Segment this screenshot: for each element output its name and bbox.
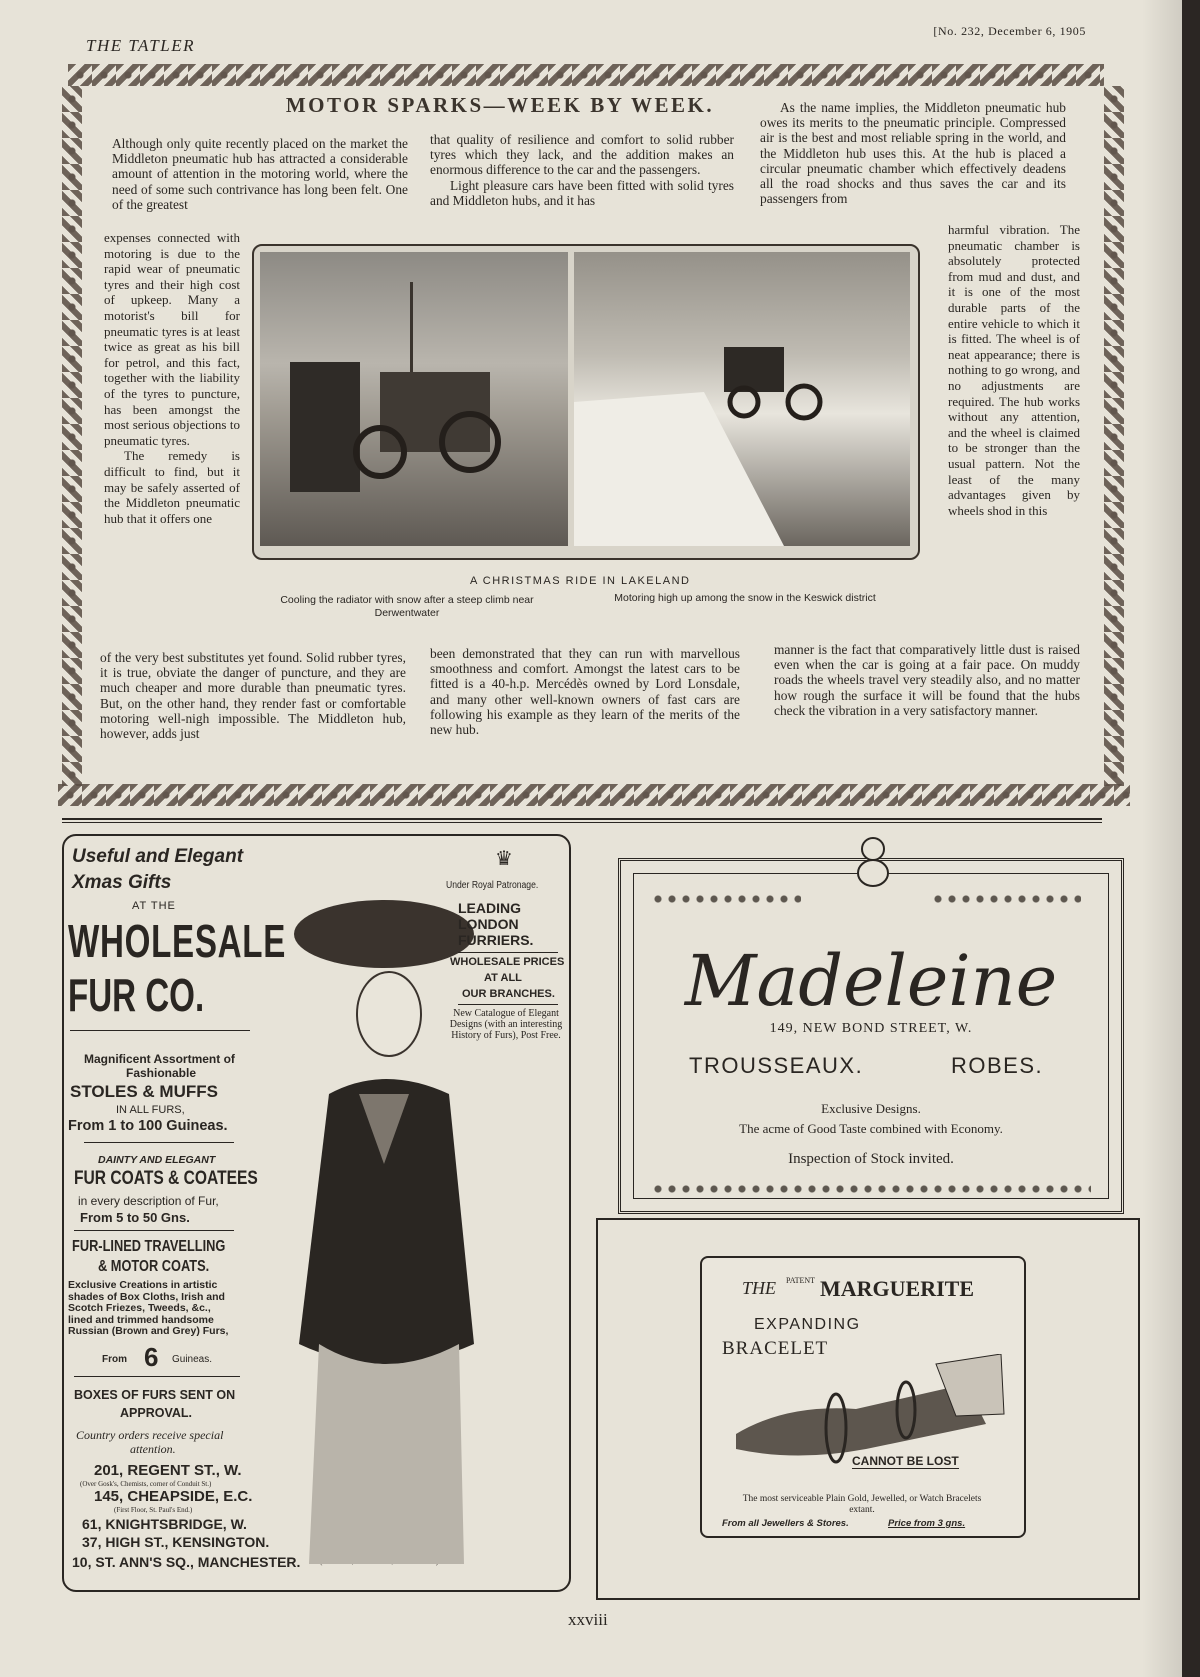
fur-ad-catalogue: New Catalogue of Elegant Designs (with an interesting History of Furs), Post Free. bbox=[449, 1008, 563, 1041]
page-number: xxviii bbox=[568, 1610, 608, 1629]
fur-ad-country-orders: Country orders receive special bbox=[76, 1428, 224, 1442]
fur-ad-address-note: (First Floor, St. Paul's End.) bbox=[114, 1506, 193, 1514]
section-rule bbox=[62, 822, 1102, 823]
article-col3-top bbox=[760, 100, 1066, 206]
marguerite-the: THE bbox=[742, 1278, 777, 1298]
article-paragraph: of the very best substitutes yet found. Solid rubber tyres, it is true, obviate the danger of puncture, and they are much cheaper and more durable than pneumatic tyres. But, on the other hand, they render fast or comfortable motoring well-nigh impossible. The Middleton hub, however, adds just bbox=[100, 650, 406, 742]
fur-ad-coats-price: From 5 to 50 Gns. bbox=[80, 1210, 190, 1225]
photo-caption-right: Motoring high up among the snow in the Keswick district bbox=[614, 592, 876, 604]
fur-ad-fashionable: Fashionable bbox=[126, 1066, 197, 1080]
article-paragraph: been demonstrated that they can run with marvellous smoothness and comfort. Amongst the latest cars to be fitted is a 40-h.p. Mercédès owned by Lord Lonsdale, and many other well-known owners of fast cars are following his example as they learn of the merits of the new hub. bbox=[430, 646, 740, 738]
fur-ad-name-line2: FUR CO. bbox=[68, 969, 205, 1021]
fur-ad-at-all: AT ALL bbox=[484, 972, 522, 984]
fur-ad-from-number: 6 bbox=[144, 1342, 159, 1372]
divider bbox=[458, 952, 558, 953]
article-paragraph: Light pleasure cars have been fitted with solid tyres and Middleton hubs, and it has bbox=[430, 177, 734, 208]
fur-ad-in-all-furs: IN ALL FURS, bbox=[116, 1104, 185, 1116]
wholesale-fur-ad bbox=[62, 834, 571, 1592]
divider bbox=[458, 1004, 558, 1005]
motor-article bbox=[90, 92, 1126, 790]
marguerite-expanding: EXPANDING bbox=[754, 1316, 861, 1333]
article-bottom-col1 bbox=[100, 650, 406, 741]
fur-ad-assortment: Magnificent Assortment of bbox=[84, 1052, 235, 1066]
hand-with-bracelet bbox=[726, 1354, 1006, 1464]
article-bottom-col2 bbox=[430, 646, 740, 737]
article-paragraph: The remedy is difficult to find, but it may be safely asserted of the Middleton pneumatic hub that it offers one bbox=[104, 448, 240, 526]
fur-ad-every-description: in every description of Fur, bbox=[78, 1194, 219, 1208]
marguerite-price: Price from 3 gns. bbox=[888, 1518, 966, 1529]
article-paragraph: that quality of resilience and comfort to solid rubber tyres which they lack, and the addition makes an enormous difference to the car and the passengers. bbox=[430, 132, 734, 178]
page-shadow bbox=[1142, 0, 1182, 1677]
fur-ad-stoles: STOLES & MUFFS bbox=[70, 1082, 218, 1101]
madeleine-exclusive: Exclusive Designs. bbox=[821, 1101, 921, 1116]
fur-ad-exclusive: Exclusive Creations in artistic shades of Box Cloths, Irish and Scotch Friezes, Tweeds, &c., lined and trimmed handsome Russian (Brown and Grey) Furs, bbox=[68, 1279, 229, 1337]
photo-frame bbox=[252, 244, 920, 560]
fur-ad-attention: attention. bbox=[130, 1442, 176, 1456]
fur-ad-address-regent: 201, REGENT ST., W. bbox=[94, 1462, 242, 1479]
photo-caption-title: A CHRISTMAS RIDE IN LAKELAND bbox=[470, 575, 691, 587]
madeleine-trousseaux: TROUSSEAUX. bbox=[689, 1053, 864, 1078]
article-paragraph: harmful vibration. The pneumatic chamber is absolutely protected from mud and dust, and it is one of the most durable parts of the entire vehicle to which it is fitted. The wheel is of neat appearance; there is nothing to go wrong, and no adjustments are required. The hub works without any attention, and the wheel is claimed to be stronger than the usual pattern. Not the least of the many advantages given by wheels shod in this bbox=[948, 222, 1080, 518]
rose-garland bbox=[651, 891, 801, 907]
car-silhouette-2 bbox=[574, 252, 910, 546]
divider bbox=[74, 1230, 234, 1231]
fur-ad-fur-coats: FUR COATS & COATEES bbox=[74, 1168, 258, 1189]
fur-ad-royal: Under Royal Patronage. bbox=[446, 880, 539, 891]
article-paragraph: expenses connected with motoring is due to the rapid wear of pneumatic tyres and their high cost of upkeep. Many a motorist's bill for pneumatic tyres is at least twice as great as his bill for petrol, and this fact, together with the liability of the tyres to puncture, has been amongst the most serious objections to pneumatic tyres. bbox=[104, 230, 240, 448]
fur-ad-furriers: FURRIERS. bbox=[458, 932, 534, 948]
rose-garland bbox=[651, 1181, 1091, 1197]
photo-caption-left: Cooling the radiator with snow after a steep climb near Derwentwater bbox=[280, 594, 534, 619]
marguerite-name: MARGUERITE bbox=[820, 1276, 975, 1301]
fur-ad-travelling: FUR-LINED TRAVELLING bbox=[72, 1238, 226, 1255]
article-headline: MOTOR SPARKS—WEEK BY WEEK. bbox=[285, 93, 715, 117]
marguerite-cannot-be-lost: CANNOT BE LOST bbox=[852, 1454, 959, 1468]
marguerite-serviceable: The most serviceable Plain Gold, Jewelled, or Watch Bracelets extant. bbox=[742, 1494, 982, 1515]
fur-ad-boxes: BOXES OF FURS SENT ON bbox=[74, 1388, 236, 1402]
fur-ad-approval: APPROVAL. bbox=[120, 1406, 192, 1420]
madeleine-inspection: Inspection of Stock invited. bbox=[788, 1151, 954, 1167]
holly-border-top bbox=[68, 64, 1104, 86]
fur-ad-address-cheapside: 145, CHEAPSIDE, E.C. bbox=[94, 1488, 253, 1505]
marguerite-bracelet: BRACELET bbox=[722, 1338, 829, 1359]
fur-ad-address-note: (Over Gosk's, Chemists, corner of Conduit St.) bbox=[80, 1480, 212, 1488]
fur-ad-tagline: Xmas Gifts bbox=[72, 872, 172, 893]
article-col2-top bbox=[430, 132, 734, 208]
article-col1-top bbox=[112, 136, 408, 212]
running-head-title: THE TATLER bbox=[86, 36, 195, 55]
article-paragraph: manner is the fact that comparatively little dust is raised even when the car is going at a fair pace. On muddy roads the wheels travel very steadily also, and no matter how rough the surface it will be found that the hubs check the vibration in a very satisfactory manner. bbox=[774, 642, 1080, 718]
article-paragraph: As the name implies, the Middleton pneumatic hub owes its merits to the pneumatic principle. Compressed air is the best and most reliable spring in the world, and the Middleton hub uses this. At the hub is placed a circular pneumatic chamber which effectively deadens all the road shocks and thus saves the car and its passengers from bbox=[760, 100, 1066, 207]
fur-ad-london: LONDON bbox=[458, 916, 519, 932]
madeleine-robes: ROBES. bbox=[951, 1053, 1044, 1078]
holly-border-left bbox=[62, 86, 82, 786]
fur-ad-branches: OUR BRANCHES. bbox=[462, 988, 555, 1000]
photo-keswick-snow bbox=[574, 252, 910, 546]
fur-ad-address-knightsbridge: 61, KNIGHTSBRIDGE, W. bbox=[82, 1516, 247, 1532]
fur-ad-from-label: From bbox=[102, 1354, 127, 1365]
madeleine-address: 149, NEW BOND STREET, W. bbox=[769, 1021, 973, 1036]
fur-ad-motor-coats: & MOTOR COATS. bbox=[98, 1258, 210, 1275]
marguerite-from-all: From all Jewellers & Stores. bbox=[722, 1518, 849, 1529]
article-bottom-col3 bbox=[774, 642, 1080, 718]
fur-ad-from-guineas: Guineas. bbox=[172, 1354, 213, 1365]
fur-ad-address-kensington: 37, HIGH ST., KENSINGTON. bbox=[82, 1534, 270, 1550]
article-col3-side bbox=[948, 222, 1080, 518]
divider bbox=[74, 1376, 240, 1377]
article-paragraph: Although only quite recently placed on the market the Middleton pneumatic hub has attracted a considerable amount of attention in the motoring world, where the need of some such contrivance has long been felt. One of the greatest bbox=[112, 136, 408, 212]
fur-ad-at-the: AT THE bbox=[132, 900, 176, 912]
fur-ad-dainty: DAINTY AND ELEGANT bbox=[98, 1154, 216, 1166]
madeleine-acme: The acme of Good Taste combined with Economy. bbox=[739, 1121, 1003, 1136]
fashion-illustration bbox=[289, 864, 479, 1564]
fur-ad-address-manchester: 10, ST. ANN'S SQ., MANCHESTER. bbox=[72, 1554, 301, 1570]
photo-cooling-radiator bbox=[260, 252, 568, 546]
car-silhouette-1 bbox=[260, 252, 568, 546]
royal-crown-icon: ♛ bbox=[495, 848, 513, 870]
section-rule bbox=[62, 818, 1102, 820]
marguerite-ad bbox=[700, 1256, 1026, 1538]
fur-ad-price-range: From 1 to 100 Guineas. bbox=[68, 1118, 228, 1134]
rose-garland bbox=[931, 891, 1081, 907]
divider bbox=[84, 1142, 234, 1143]
running-head-issue: [No. 232, December 6, 1905 bbox=[933, 24, 1086, 38]
fur-ad-wholesale-prices: WHOLESALE PRICES bbox=[450, 956, 565, 968]
cherub-ornament bbox=[843, 833, 903, 893]
fur-ad-name-line1: WHOLESALE bbox=[68, 915, 287, 967]
divider bbox=[70, 1030, 250, 1031]
article-col1-side bbox=[104, 230, 240, 526]
marguerite-patent: PATENT bbox=[786, 1276, 816, 1285]
fur-ad-leading: LEADING bbox=[458, 900, 521, 916]
fur-ad-tagline: Useful and Elegant bbox=[72, 846, 244, 867]
madeleine-ad bbox=[618, 858, 1124, 1214]
madeleine-name: Madeleine bbox=[684, 940, 1058, 1022]
